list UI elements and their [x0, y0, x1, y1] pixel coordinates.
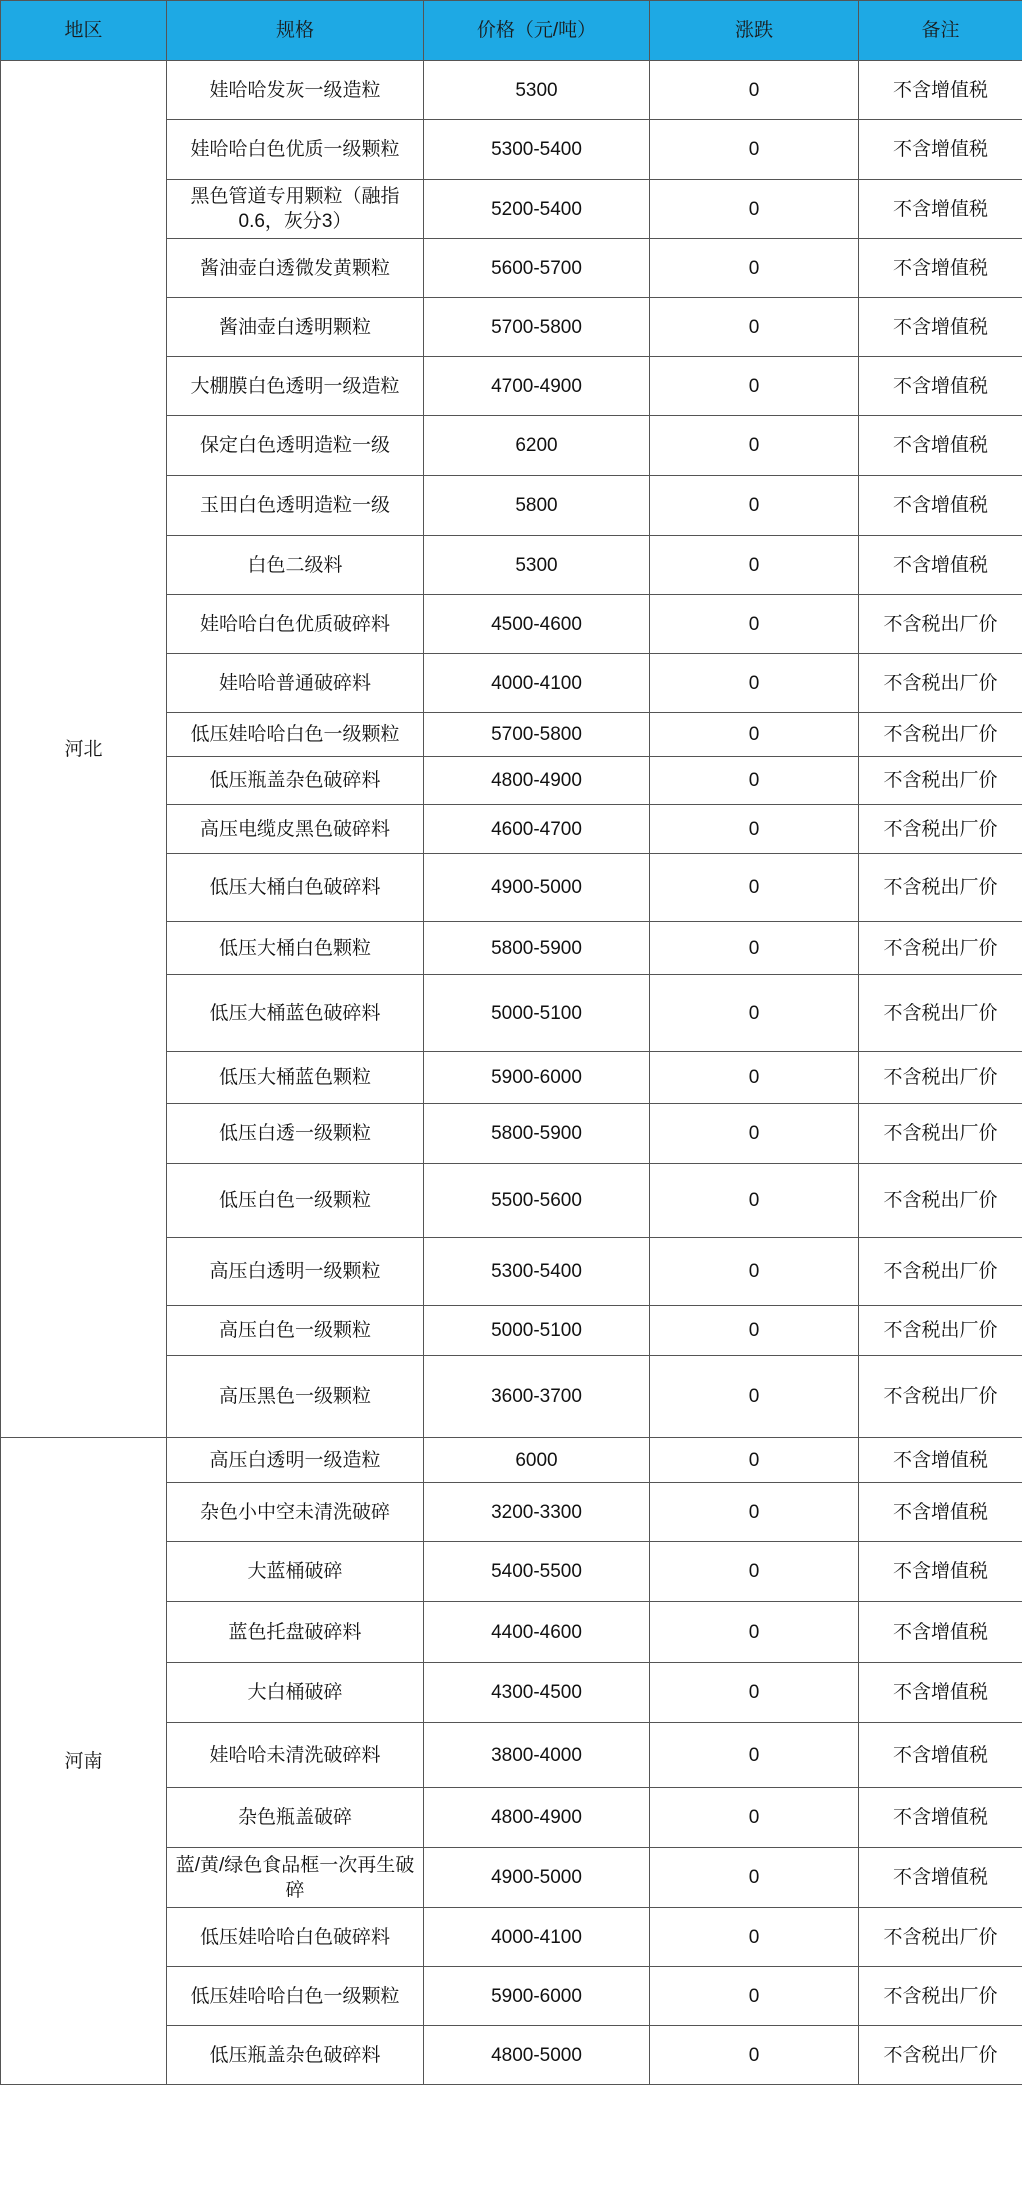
spec-cell: 低压娃哈哈白色一级颗粒 — [167, 1967, 424, 2026]
note-cell: 不含增值税 — [859, 536, 1022, 595]
spec-cell: 酱油壶白透微发黄颗粒 — [167, 239, 424, 298]
change-cell: 0 — [650, 1438, 859, 1483]
change-cell: 0 — [650, 357, 859, 416]
region-cell: 河南 — [1, 1438, 167, 2085]
price-cell: 5300 — [424, 536, 650, 595]
spec-cell: 高压白透明一级颗粒 — [167, 1238, 424, 1306]
change-cell: 0 — [650, 536, 859, 595]
price-cell: 5700-5800 — [424, 713, 650, 757]
spec-cell: 低压瓶盖杂色破碎料 — [167, 757, 424, 805]
spec-cell: 黑色管道专用颗粒（融指0.6，灰分3） — [167, 180, 424, 239]
spec-cell: 高压白色一级颗粒 — [167, 1306, 424, 1356]
price-cell: 4800-4900 — [424, 1788, 650, 1848]
region-cell: 河北 — [1, 61, 167, 1438]
change-cell: 0 — [650, 757, 859, 805]
table-header — [1, 1, 1022, 61]
note-cell: 不含增值税 — [859, 61, 1022, 120]
spec-cell: 高压电缆皮黑色破碎料 — [167, 805, 424, 854]
price-cell: 4800-5000 — [424, 2026, 650, 2085]
change-cell: 0 — [650, 1788, 859, 1848]
note-cell: 不含税出厂价 — [859, 1908, 1022, 1967]
price-cell: 4300-4500 — [424, 1663, 650, 1723]
change-cell: 0 — [650, 61, 859, 120]
change-cell: 0 — [650, 1602, 859, 1663]
header-row — [1, 1, 1022, 61]
note-cell: 不含税出厂价 — [859, 975, 1022, 1052]
table-row — [1, 61, 1022, 120]
spec-cell: 低压娃哈哈白色破碎料 — [167, 1908, 424, 1967]
note-cell: 不含增值税 — [859, 476, 1022, 536]
spec-cell: 蓝/黄/绿色食品框一次再生破碎 — [167, 1848, 424, 1908]
price-cell: 4400-4600 — [424, 1602, 650, 1663]
change-cell: 0 — [650, 1104, 859, 1164]
change-cell: 0 — [650, 239, 859, 298]
change-cell: 0 — [650, 1052, 859, 1104]
spec-cell: 娃哈哈普通破碎料 — [167, 654, 424, 713]
change-cell: 0 — [650, 1306, 859, 1356]
price-cell: 4900-5000 — [424, 854, 650, 922]
table-row — [1, 1438, 1022, 1483]
note-cell: 不含增值税 — [859, 1663, 1022, 1723]
spec-cell: 酱油壶白透明颗粒 — [167, 298, 424, 357]
spec-cell: 杂色小中空未清洗破碎 — [167, 1483, 424, 1542]
header-change: 涨跌 — [650, 1, 859, 61]
price-cell: 5400-5500 — [424, 1542, 650, 1602]
price-cell: 5000-5100 — [424, 975, 650, 1052]
price-cell: 5500-5600 — [424, 1164, 650, 1238]
spec-cell: 高压白透明一级造粒 — [167, 1438, 424, 1483]
note-cell: 不含增值税 — [859, 357, 1022, 416]
change-cell: 0 — [650, 1848, 859, 1908]
spec-cell: 白色二级料 — [167, 536, 424, 595]
change-cell: 0 — [650, 2026, 859, 2085]
note-cell: 不含增值税 — [859, 1542, 1022, 1602]
spec-cell: 蓝色托盘破碎料 — [167, 1602, 424, 1663]
spec-cell: 娃哈哈发灰一级造粒 — [167, 61, 424, 120]
spec-cell: 保定白色透明造粒一级 — [167, 416, 424, 476]
note-cell: 不含增值税 — [859, 1483, 1022, 1542]
table-body — [1, 61, 1022, 2085]
price-cell: 3200-3300 — [424, 1483, 650, 1542]
spec-cell: 低压大桶蓝色颗粒 — [167, 1052, 424, 1104]
change-cell: 0 — [650, 120, 859, 180]
note-cell: 不含税出厂价 — [859, 1967, 1022, 2026]
change-cell: 0 — [650, 476, 859, 536]
price-cell: 5300 — [424, 61, 650, 120]
note-cell: 不含增值税 — [859, 239, 1022, 298]
price-cell: 5900-6000 — [424, 1967, 650, 2026]
change-cell: 0 — [650, 1723, 859, 1788]
change-cell: 0 — [650, 1663, 859, 1723]
spec-cell: 玉田白色透明造粒一级 — [167, 476, 424, 536]
spec-cell: 低压大桶蓝色破碎料 — [167, 975, 424, 1052]
change-cell: 0 — [650, 1238, 859, 1306]
note-cell: 不含税出厂价 — [859, 1104, 1022, 1164]
price-cell: 5200-5400 — [424, 180, 650, 239]
change-cell: 0 — [650, 854, 859, 922]
change-cell: 0 — [650, 180, 859, 239]
price-cell: 4500-4600 — [424, 595, 650, 654]
price-cell: 4800-4900 — [424, 757, 650, 805]
note-cell: 不含税出厂价 — [859, 757, 1022, 805]
header-spec: 规格 — [167, 1, 424, 61]
spec-cell: 大蓝桶破碎 — [167, 1542, 424, 1602]
change-cell: 0 — [650, 595, 859, 654]
note-cell: 不含增值税 — [859, 416, 1022, 476]
change-cell: 0 — [650, 1542, 859, 1602]
price-cell: 5300-5400 — [424, 120, 650, 180]
price-cell: 3600-3700 — [424, 1356, 650, 1438]
spec-cell: 杂色瓶盖破碎 — [167, 1788, 424, 1848]
price-cell: 5900-6000 — [424, 1052, 650, 1104]
spec-cell: 低压瓶盖杂色破碎料 — [167, 2026, 424, 2085]
change-cell: 0 — [650, 922, 859, 975]
change-cell: 0 — [650, 416, 859, 476]
price-cell: 5800-5900 — [424, 1104, 650, 1164]
price-cell: 4700-4900 — [424, 357, 650, 416]
spec-cell: 娃哈哈未清洗破碎料 — [167, 1723, 424, 1788]
note-cell: 不含增值税 — [859, 1788, 1022, 1848]
change-cell: 0 — [650, 1356, 859, 1438]
change-cell: 0 — [650, 298, 859, 357]
price-cell: 4900-5000 — [424, 1848, 650, 1908]
note-cell: 不含税出厂价 — [859, 1306, 1022, 1356]
price-cell: 3800-4000 — [424, 1723, 650, 1788]
spec-cell: 低压大桶白色颗粒 — [167, 922, 424, 975]
spec-cell: 低压娃哈哈白色一级颗粒 — [167, 713, 424, 757]
note-cell: 不含税出厂价 — [859, 595, 1022, 654]
change-cell: 0 — [650, 1967, 859, 2026]
header-note: 备注 — [859, 1, 1022, 61]
note-cell: 不含增值税 — [859, 180, 1022, 239]
price-cell: 5700-5800 — [424, 298, 650, 357]
spec-cell: 娃哈哈白色优质一级颗粒 — [167, 120, 424, 180]
change-cell: 0 — [650, 975, 859, 1052]
note-cell: 不含税出厂价 — [859, 1238, 1022, 1306]
price-cell: 4600-4700 — [424, 805, 650, 854]
price-cell: 6200 — [424, 416, 650, 476]
note-cell: 不含增值税 — [859, 1438, 1022, 1483]
change-cell: 0 — [650, 1908, 859, 1967]
note-cell: 不含增值税 — [859, 1848, 1022, 1908]
change-cell: 0 — [650, 805, 859, 854]
note-cell: 不含税出厂价 — [859, 1164, 1022, 1238]
change-cell: 0 — [650, 1483, 859, 1542]
note-cell: 不含税出厂价 — [859, 654, 1022, 713]
note-cell: 不含增值税 — [859, 1602, 1022, 1663]
change-cell: 0 — [650, 713, 859, 757]
price-cell: 5300-5400 — [424, 1238, 650, 1306]
spec-cell: 大棚膜白色透明一级造粒 — [167, 357, 424, 416]
note-cell: 不含税出厂价 — [859, 1356, 1022, 1438]
spec-cell: 大白桶破碎 — [167, 1663, 424, 1723]
note-cell: 不含税出厂价 — [859, 2026, 1022, 2085]
note-cell: 不含税出厂价 — [859, 854, 1022, 922]
header-price: 价格（元/吨） — [424, 1, 650, 61]
price-cell: 4000-4100 — [424, 1908, 650, 1967]
spec-cell: 低压白色一级颗粒 — [167, 1164, 424, 1238]
price-cell: 5800 — [424, 476, 650, 536]
spec-cell: 娃哈哈白色优质破碎料 — [167, 595, 424, 654]
price-cell: 5000-5100 — [424, 1306, 650, 1356]
change-cell: 0 — [650, 1164, 859, 1238]
note-cell: 不含税出厂价 — [859, 922, 1022, 975]
price-cell: 5800-5900 — [424, 922, 650, 975]
note-cell: 不含增值税 — [859, 1723, 1022, 1788]
note-cell: 不含增值税 — [859, 298, 1022, 357]
change-cell: 0 — [650, 654, 859, 713]
note-cell: 不含税出厂价 — [859, 1052, 1022, 1104]
price-cell: 5600-5700 — [424, 239, 650, 298]
note-cell: 不含税出厂价 — [859, 805, 1022, 854]
note-cell: 不含税出厂价 — [859, 713, 1022, 757]
price-cell: 6000 — [424, 1438, 650, 1483]
spec-cell: 低压白透一级颗粒 — [167, 1104, 424, 1164]
spec-cell: 低压大桶白色破碎料 — [167, 854, 424, 922]
spec-cell: 高压黑色一级颗粒 — [167, 1356, 424, 1438]
header-region: 地区 — [1, 1, 167, 61]
price-cell: 4000-4100 — [424, 654, 650, 713]
note-cell: 不含增值税 — [859, 120, 1022, 180]
